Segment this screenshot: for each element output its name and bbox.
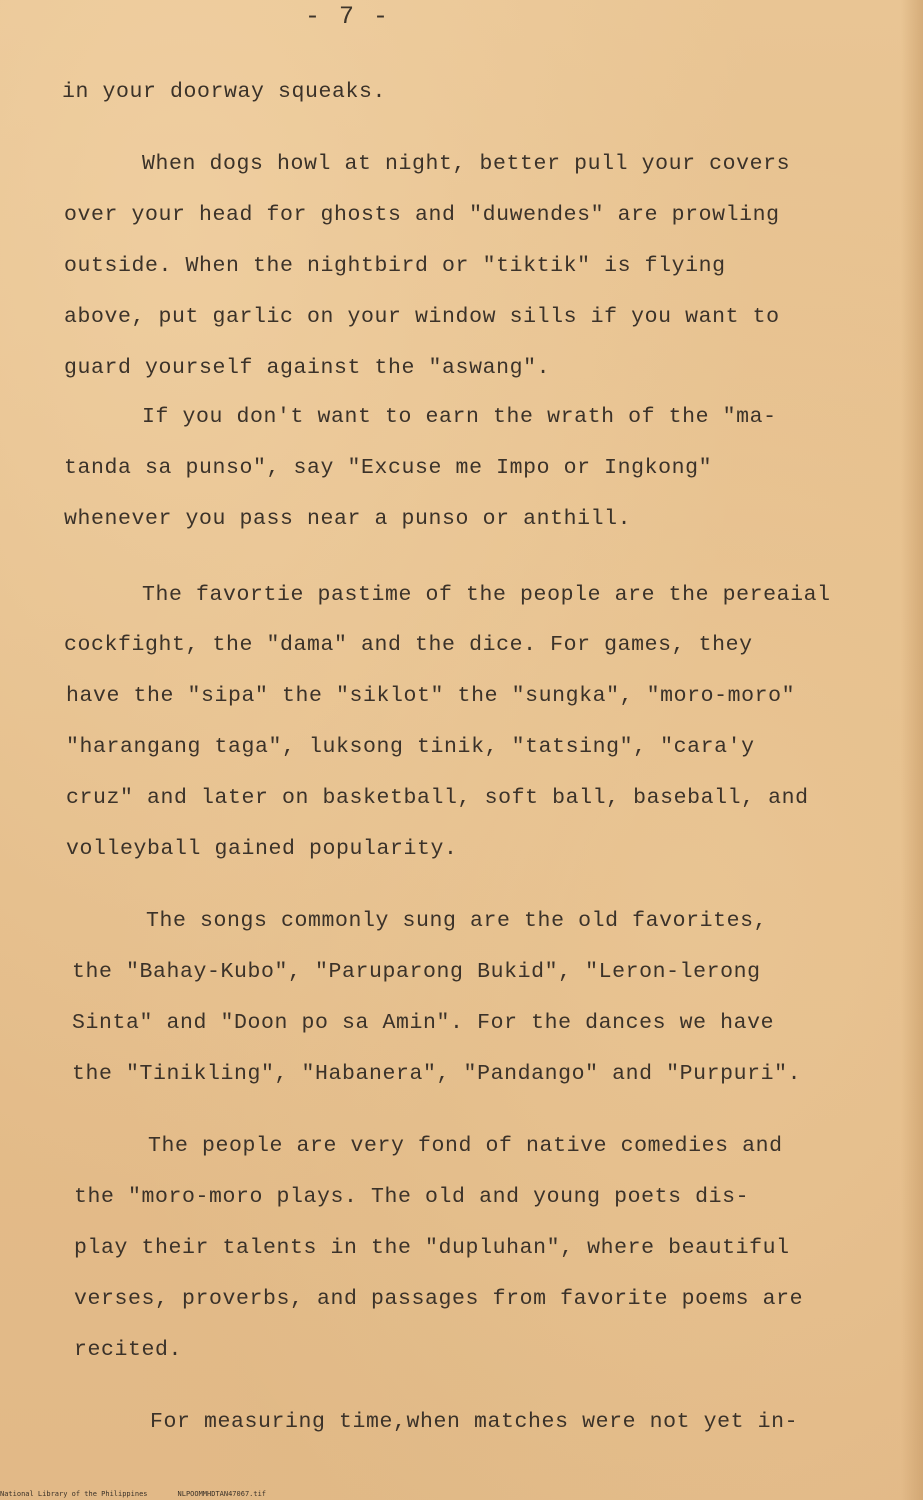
text-line: play their talents in the "dupluhan", where beautiful bbox=[74, 1236, 790, 1260]
text-line: The favortie pastime of the people are the pereaial bbox=[142, 583, 831, 607]
text-line: recited. bbox=[74, 1338, 183, 1362]
text-line: The songs commonly sung are the old favorites, bbox=[146, 909, 768, 933]
text-line: the "Tinikling", "Habanera", "Pandango" and "Purpuri". bbox=[72, 1062, 802, 1086]
text-line: If you don't want to earn the wrath of the "ma- bbox=[142, 405, 777, 429]
text-line: the "moro-moro plays. The old and young poets dis- bbox=[74, 1185, 750, 1209]
text-line: over your head for ghosts and "duwendes" are prowling bbox=[64, 203, 780, 227]
text-line: Sinta" and "Doon po sa Amin". For the dances we have bbox=[72, 1011, 775, 1035]
text-line: verses, proverbs, and passages from favorite poems are bbox=[74, 1287, 804, 1311]
text-line: whenever you pass near a punso or anthill. bbox=[64, 507, 632, 531]
text-line: tanda sa punso", say "Excuse me Impo or Ingkong" bbox=[64, 456, 713, 480]
text-line: The people are very fond of native comedies and bbox=[148, 1134, 783, 1158]
file-id: NLPOOMMHDTAN47067.tif bbox=[177, 1490, 267, 1498]
text-line: above, put garlic on your window sills if you want to bbox=[64, 305, 780, 329]
scan-footer bbox=[0, 1490, 266, 1498]
page-number: - 7 - bbox=[305, 2, 391, 31]
text-line: in your doorway squeaks. bbox=[62, 80, 387, 104]
text-line: When dogs howl at night, better pull your covers bbox=[142, 152, 791, 176]
text-line: "harangang taga", luksong tinik, "tatsing", "cara'y bbox=[66, 735, 755, 759]
text-line: volleyball gained popularity. bbox=[66, 837, 458, 861]
text-line: guard yourself against the "aswang". bbox=[64, 356, 551, 380]
text-line: have the "sipa" the "siklot" the "sungka", "moro-moro" bbox=[66, 684, 796, 708]
text-line: cockfight, the "dama" and the dice. For games, they bbox=[64, 633, 753, 657]
text-line: the "Bahay-Kubo", "Paruparong Bukid", "Leron-lerong bbox=[72, 960, 761, 984]
library-credit: National Library of the Philippines bbox=[0, 1490, 148, 1498]
text-line: cruz" and later on basketball, soft ball, baseball, and bbox=[66, 786, 809, 810]
text-line: outside. When the nightbird or "tiktik" is flying bbox=[64, 254, 726, 278]
text-line: For measuring time,when matches were not yet in- bbox=[150, 1410, 799, 1434]
